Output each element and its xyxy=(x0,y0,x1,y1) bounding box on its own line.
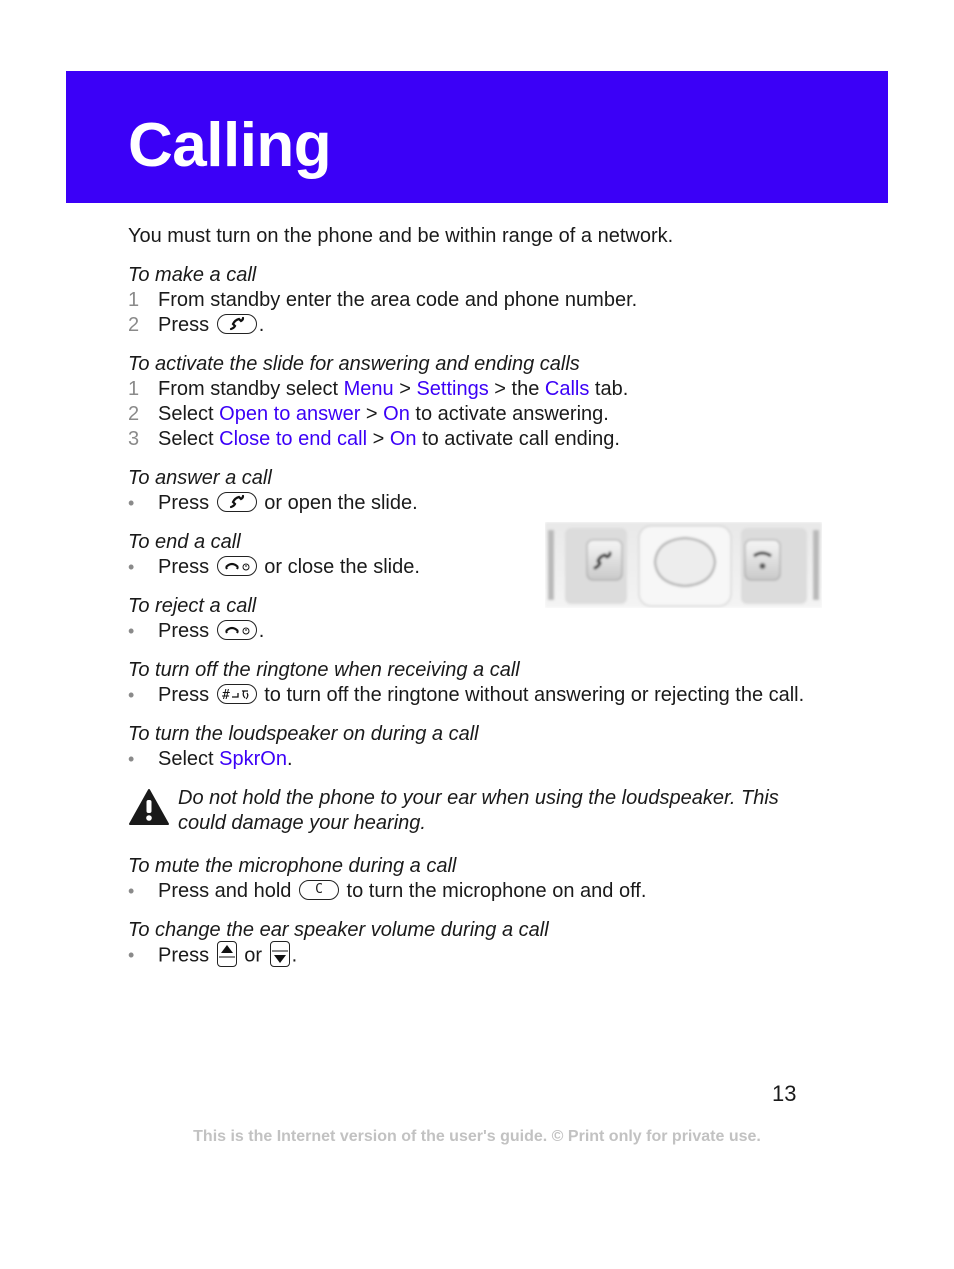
section-heading: To answer a call xyxy=(128,467,272,489)
item-text: Press xyxy=(158,684,210,706)
item-text: or open the slide. xyxy=(258,492,418,514)
c-key-icon: C xyxy=(299,880,339,900)
step-text: Press xyxy=(158,314,210,336)
step xyxy=(128,427,828,452)
bullet: • xyxy=(128,493,135,513)
close-to-end-call-link: Close to end call xyxy=(219,428,368,450)
on-link: On xyxy=(383,403,410,425)
footer-notice: This is the Internet version of the user's guide. © Print only for private use. xyxy=(193,1128,761,1145)
section-volume xyxy=(128,918,828,969)
volume-down-key-icon xyxy=(270,941,290,967)
warning-text: Do not hold the phone to your ear when using the loudspeaker. This could damage your hearing. xyxy=(178,787,779,834)
end-key-icon xyxy=(217,620,257,640)
section-ringtone-off xyxy=(128,658,828,708)
page-title: Calling xyxy=(128,111,332,180)
item-text: Press xyxy=(158,556,210,578)
step-number: 1 xyxy=(128,289,140,311)
step xyxy=(128,402,828,427)
bullet: • xyxy=(128,557,135,577)
item-text: to turn the microphone on and off. xyxy=(340,880,647,902)
bullet: • xyxy=(128,621,135,641)
step-text: to activate answering. xyxy=(409,403,609,425)
item-text: to turn off the ringtone without answering or rejecting the call. xyxy=(258,684,805,706)
item-text: Press xyxy=(158,492,210,514)
item-text: or close the slide. xyxy=(258,556,420,578)
bullet-item xyxy=(128,879,828,904)
volume-up-key-icon xyxy=(217,941,237,967)
step-text: tab. xyxy=(589,378,629,400)
item-text: . xyxy=(286,748,293,770)
step-text: Select xyxy=(158,428,220,450)
step xyxy=(128,313,828,338)
step-text: > xyxy=(367,428,390,450)
section-heading: To mute the microphone during a call xyxy=(128,855,457,877)
section-heading: To turn off the ringtone when receiving a call xyxy=(128,659,520,681)
step-text: From standby enter the area code and phone number. xyxy=(158,289,638,311)
step-number: 2 xyxy=(128,403,140,425)
section-answer-call xyxy=(128,466,828,516)
step-number: 1 xyxy=(128,378,140,400)
bullet-item xyxy=(128,491,828,516)
page-number: 13 xyxy=(772,1081,797,1106)
bullet-item xyxy=(128,619,828,644)
section-make-call xyxy=(128,263,828,338)
section-heading: To turn the loudspeaker on during a call xyxy=(128,723,479,745)
section-activate-slide xyxy=(128,352,828,452)
item-text: . xyxy=(258,620,265,642)
item-text: Press xyxy=(158,620,210,642)
step-text: to activate call ending. xyxy=(416,428,620,450)
step-number: 3 xyxy=(128,428,140,450)
section-heading: To end a call xyxy=(128,531,241,553)
item-text: Select xyxy=(158,748,220,770)
bullet: • xyxy=(128,685,135,705)
section-heading: To make a call xyxy=(128,264,257,286)
step-text: > the xyxy=(488,378,545,400)
item-text: Press and hold xyxy=(158,880,292,902)
svg-text:#: # xyxy=(221,687,230,703)
bullet-item xyxy=(128,943,828,969)
step-text: From standby select xyxy=(158,378,344,400)
step xyxy=(128,377,828,402)
section-heading: To activate the slide for answering and ending calls xyxy=(128,353,580,375)
end-key-icon xyxy=(217,556,257,576)
intro-text: You must turn on the phone and be within range of a network. xyxy=(128,225,674,247)
warning-note xyxy=(128,786,828,836)
spkron-link: SpkrOn xyxy=(219,748,287,770)
warning-triangle-icon xyxy=(128,788,170,833)
section-mute xyxy=(128,854,828,904)
title-banner xyxy=(66,71,888,203)
settings-link: Settings xyxy=(416,378,489,400)
on-link: On xyxy=(389,428,417,450)
item-text: . xyxy=(291,944,298,967)
step-text: Select xyxy=(158,403,220,425)
item-text: or xyxy=(238,944,268,967)
step-text: > xyxy=(393,378,417,400)
open-to-answer-link: Open to answer xyxy=(219,403,361,425)
bullet: • xyxy=(128,749,135,769)
bullet-item xyxy=(128,747,828,772)
call-key-icon xyxy=(217,492,257,512)
step xyxy=(128,288,828,313)
calls-link: Calls xyxy=(544,378,590,400)
section-loudspeaker xyxy=(128,722,828,772)
call-key-icon xyxy=(217,314,257,334)
section-heading: To reject a call xyxy=(128,595,257,617)
phone-keypad-photo xyxy=(545,522,822,608)
bullet: • xyxy=(128,881,135,901)
step-text: > xyxy=(360,403,384,425)
bullet-item xyxy=(128,683,828,708)
step-number: 2 xyxy=(128,314,140,336)
hash-silent-key-icon xyxy=(217,684,257,704)
menu-link: Menu xyxy=(343,378,394,400)
step-text: . xyxy=(258,314,265,336)
item-text: Press xyxy=(158,944,210,967)
bullet: • xyxy=(128,945,135,965)
section-heading: To change the ear speaker volume during a call xyxy=(128,919,549,941)
